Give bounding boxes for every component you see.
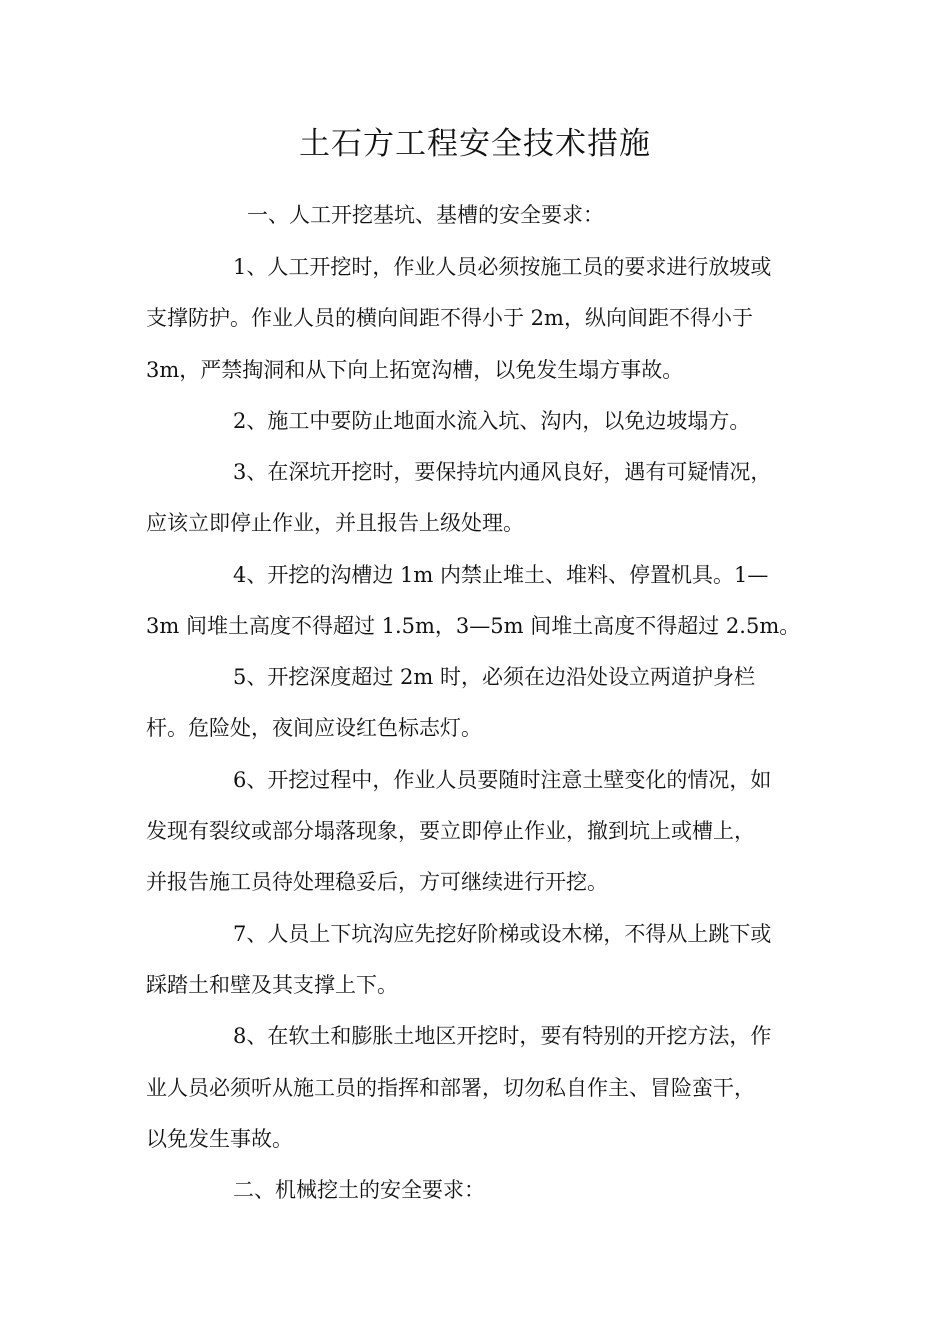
section-heading-2: 二、机械挖土的安全要求： xyxy=(233,1178,485,1202)
paragraph-6-line-2: 发现有裂纹或部分塌落现象，要立即停止作业，撤到坑上或槽上， xyxy=(146,819,755,843)
paragraph-6-line-1: 6、开挖过程中，作业人员要随时注意土壁变化的情况，如 xyxy=(233,768,772,792)
paragraph-1-line-1: 1、人工开挖时，作业人员必须按施工员的要求进行放坡或 xyxy=(233,255,772,279)
paragraph-8-line-2: 业人员必须听从施工员的指挥和部署，切勿私自作主、冒险蛮干， xyxy=(146,1076,755,1100)
paragraph-4-line-1: 4、开挖的沟槽边 1m 内禁止堆土、堆料、停置机具。1— xyxy=(233,563,769,587)
paragraph-1-line-3: 3m，严禁掏洞和从下向上拓宽沟槽，以免发生塌方事故。 xyxy=(146,358,684,382)
page-title: 土石方工程安全技术措施 xyxy=(299,126,651,162)
paragraph-3-line-1: 3、在深坑开挖时，要保持坑内通风良好，遇有可疑情况， xyxy=(233,460,772,484)
paragraph-5-line-1: 5、开挖深度超过 2m 时，必须在边沿处设立两道护身栏 xyxy=(233,665,755,689)
paragraph-8-line-1: 8、在软土和膨胀土地区开挖时，要有特别的开挖方法，作 xyxy=(233,1024,772,1048)
paragraph-3-line-2: 应该立即停止作业，并且报告上级处理。 xyxy=(146,511,524,535)
section-heading-1: 一、人工开挖基坑、基槽的安全要求： xyxy=(247,203,604,227)
paragraph-7-line-1: 7、人员上下坑沟应先挖好阶梯或设木梯，不得从上跳下或 xyxy=(233,922,772,946)
paragraph-6-line-3: 并报告施工员待处理稳妥后，方可继续进行开挖。 xyxy=(146,870,608,894)
paragraph-4-line-2: 3m 间堆土高度不得超过 1.5m，3—5m 间堆土高度不得超过 2.5m。 xyxy=(146,614,801,638)
paragraph-7-line-2: 踩踏土和壁及其支撑上下。 xyxy=(146,973,398,997)
paragraph-1-line-2: 支撑防护。作业人员的横向间距不得小于 2m，纵向间距不得小于 xyxy=(146,306,753,330)
paragraph-5-line-2: 杆。危险处，夜间应设红色标志灯。 xyxy=(146,716,482,740)
paragraph-2-line-1: 2、施工中要防止地面水流入坑、沟内，以免边坡塌方。 xyxy=(233,409,751,433)
paragraph-8-line-3: 以免发生事故。 xyxy=(146,1127,293,1151)
